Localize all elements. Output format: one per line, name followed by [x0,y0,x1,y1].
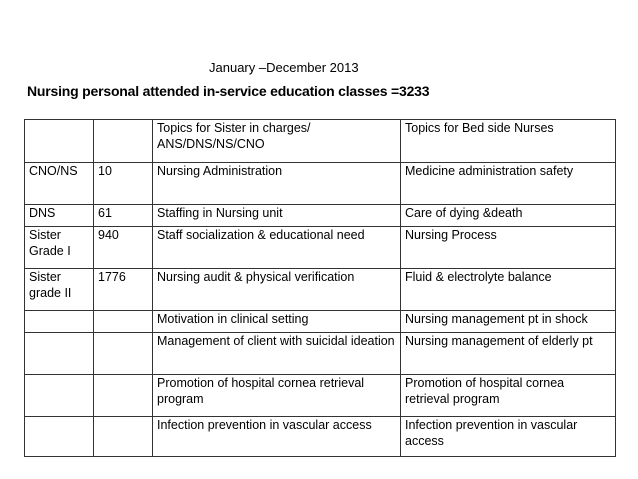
table-cell: CNO/NS [25,163,94,205]
table-cell: Nursing management pt in shock [401,311,616,333]
table-row [25,311,616,333]
table-cell: 61 [94,205,153,227]
table-cell: 940 [94,227,153,269]
column-header-sister-topics: Topics for Sister in charges/ ANS/DNS/NS/CNO [153,120,401,163]
table-cell: Medicine administration safety [401,163,616,205]
table-cell: Nursing audit & physical verification [153,269,401,311]
table-cell [94,333,153,375]
table-cell [25,333,94,375]
table-cell: Infection prevention in vascular access [401,417,616,457]
table-row [25,269,616,311]
table-cell [94,375,153,417]
table-row [25,375,616,417]
subtitle-date-range: January –December 2013 [209,60,359,75]
table-cell: Motivation in clinical setting [153,311,401,333]
table-cell: Nursing management of elderly pt [401,333,616,375]
table-cell [94,311,153,333]
table-cell: Management of client with suicidal ideation [153,333,401,375]
table-cell: Staff socialization & educational need [153,227,401,269]
table-cell: Sister grade II [25,269,94,311]
table-cell [25,375,94,417]
table-row [25,227,616,269]
table-cell: Care of dying &death [401,205,616,227]
table-row [25,417,616,457]
table-cell: Promotion of hospital cornea retrieval program [153,375,401,417]
table-cell [25,417,94,457]
table-cell [25,120,94,163]
table-cell: DNS [25,205,94,227]
table-cell: Promotion of hospital cornea retrieval program [401,375,616,417]
table-cell: Nursing Process [401,227,616,269]
table-cell: Staffing in Nursing unit [153,205,401,227]
table-row [25,163,616,205]
table-cell [94,417,153,457]
table-cell: Fluid & electrolyte balance [401,269,616,311]
table-cell: Nursing Administration [153,163,401,205]
column-header-bedside-topics: Topics for Bed side Nurses [401,120,616,163]
education-topics-table [24,119,616,457]
table-row [25,205,616,227]
page-heading: Nursing personal attended in-service education classes =3233 [27,83,430,99]
table-cell: 10 [94,163,153,205]
table-row [25,333,616,375]
table-cell [94,120,153,163]
table-cell: Infection prevention in vascular access [153,417,401,457]
table-cell: Sister Grade I [25,227,94,269]
table-cell [25,311,94,333]
table-header-row [25,120,616,163]
table-cell: 1776 [94,269,153,311]
